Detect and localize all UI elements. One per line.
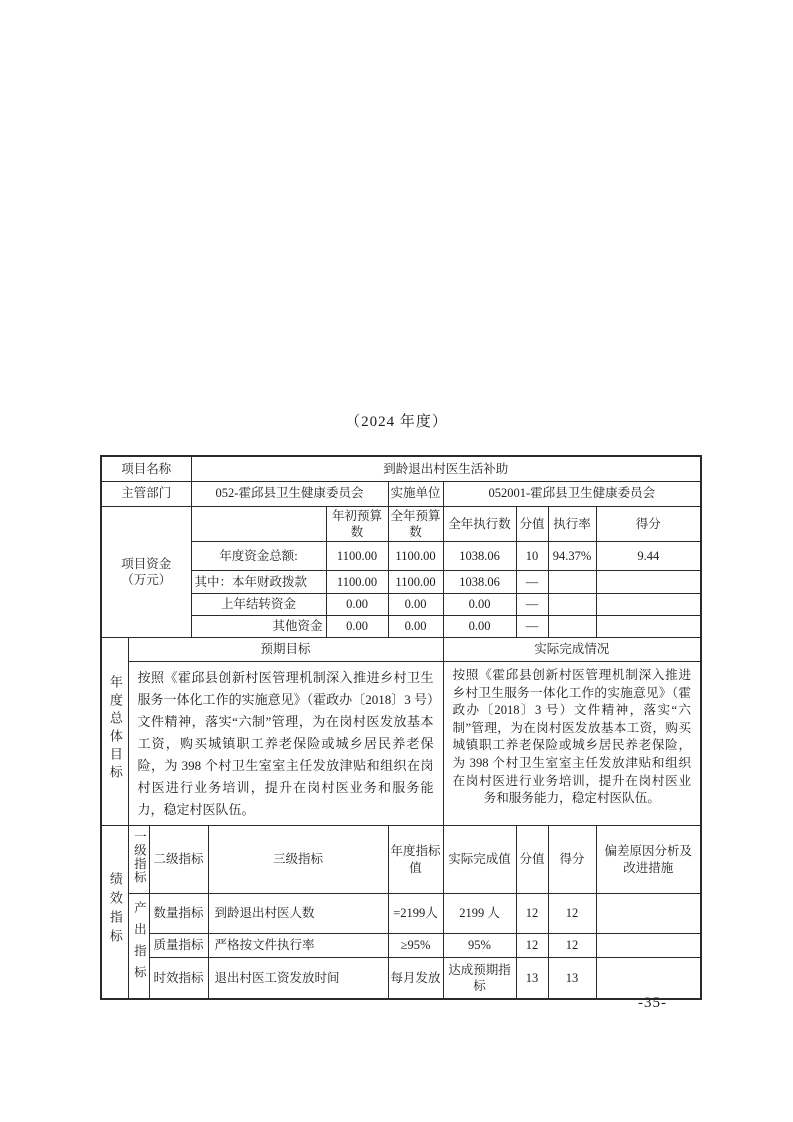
expected-goal-text: 按照《霍邱县创新村医管理机制深入推进乡村卫生服务一体化工作的实施意见》（霍政办〔2018〕3 号）文件精神，落实“六制”管理，为在岗村医发放基本工资，购买城镇职工养老保险或城乡居民养老保险，为 398 个村卫生室室主任发放津贴和组织在岗村医进行业务培训，提升在岗村医业务和服务能力，稳定村医队伍。 [128,662,443,826]
funding-col-score-value: 分值 [516,506,548,542]
indicator-header-deviation: 偏差原因分析及改进措施 [596,826,701,894]
funding-row-fiscal [101,571,701,594]
performance-table [100,455,702,1000]
funding-row-label: 年度资金总额: [191,542,326,571]
funding-row-total [101,542,701,571]
dept-label: 主管部门 [101,481,191,506]
dept-value: 052-霍邱县卫生健康委员会 [191,481,388,506]
funding-initial: 0.00 [326,616,388,638]
funding-score [596,616,701,638]
funding-annual: 1100.00 [388,542,443,571]
funding-initial: 1100.00 [326,571,388,594]
funding-executed: 1038.06 [443,542,516,571]
funding-rate [548,594,596,616]
indicator-level3: 严格按文件执行率 [208,934,388,958]
funding-header-row [101,506,701,542]
indicator-level3: 退出村医工资发放时间 [208,958,388,999]
impl-unit-value: 052001-霍邱县卫生健康委员会 [443,481,701,506]
funding-executed: 1038.06 [443,571,516,594]
actual-goal-header: 实际完成情况 [443,638,701,662]
indicator-actual: 2199 人 [443,894,516,934]
doc-title: （2024 年度） [345,414,448,430]
expected-goal-header: 预期目标 [128,638,443,662]
funding-annual: 0.00 [388,616,443,638]
indicator-level3: 到龄退出村医人数 [208,894,388,934]
goal-header-row [101,638,701,662]
indicator-header-level3: 三级指标 [208,826,388,894]
indicator-header-score: 得分 [548,826,596,894]
funding-col-initial: 年初预算数 [326,506,388,542]
actual-goal-text: 按照《霍邱县创新村医管理机制深入推进乡村卫生服务一体化工作的实施意见》（霍政办〔2018〕3 号）文件精神，落实“六制”管理，为在岗村医发放基本工资，购买城镇职工养老保险或城乡居民养老保险，为 398 个村卫生室室主任发放津贴和组织在岗村医进行业务培训，提升在岗村医业务和服务能力，稳定村医队伍。 [443,662,701,826]
indicator-header-actual: 实际完成值 [443,826,516,894]
indicator-level2: 质量指标 [149,934,208,958]
indicator-target: ≥95% [388,934,443,958]
goal-side-label: 年度总体目标 [107,675,123,784]
funding-col-annual: 全年预算数 [388,506,443,542]
project-name-row [101,456,701,481]
funding-row-carryover [101,594,701,616]
page-number: -35- [638,995,667,1011]
indicator-level2: 时效指标 [149,958,208,999]
indicator-header-level2: 二级指标 [149,826,208,894]
indicator-score-value: 13 [516,958,548,999]
funding-row-label: 其他资金 [191,616,326,638]
indicator-deviation [596,934,701,958]
funding-score-value: 10 [516,542,548,571]
indicator-score-value: 12 [516,934,548,958]
funding-row-label: 上年结转资金 [191,594,326,616]
funding-row-label: 其中：本年财政拨款 [191,571,326,594]
funding-score [596,594,701,616]
indicator-score: 13 [548,958,596,999]
project-name-value: 到龄退出村医生活补助 [191,456,701,481]
funding-annual: 0.00 [388,594,443,616]
indicator-row-quantity [101,894,701,934]
goal-side-label-cell [101,638,128,826]
indicator-level2: 数量指标 [149,894,208,934]
funding-initial: 0.00 [326,594,388,616]
funding-score-value: — [516,616,548,638]
indicator-deviation [596,894,701,934]
indicator-target: 每月发放 [388,958,443,999]
impl-unit-label: 实施单位 [388,481,443,506]
indicator-row-timeliness [101,958,701,999]
indicator-actual: 95% [443,934,516,958]
funding-executed: 0.00 [443,616,516,638]
funding-col-executed: 全年执行数 [443,506,516,542]
indicator-deviation [596,958,701,999]
indicator-score: 12 [548,934,596,958]
indicator-row-quality [101,934,701,958]
funding-row-other [101,616,701,638]
funding-label-line2: （万元） [121,572,172,587]
funding-annual: 1100.00 [388,571,443,594]
indicator-target: =2199人 [388,894,443,934]
funding-col-rate: 执行率 [548,506,596,542]
funding-col-score: 得分 [596,506,701,542]
funding-score-value: — [516,571,548,594]
funding-initial: 1100.00 [326,542,388,571]
funding-score [596,571,701,594]
project-name-label: 项目名称 [101,456,191,481]
funding-section-label [101,506,191,638]
funding-rate [548,571,596,594]
funding-rate [548,616,596,638]
indicator-header-row [101,826,701,894]
funding-subheader-empty-cell [191,506,326,542]
indicators-side-label: 绩效指标 [107,871,123,948]
funding-score: 9.44 [596,542,701,571]
indicator-score: 12 [548,894,596,934]
indicator-header-target: 年度指标值 [388,826,443,894]
indicator-score-value: 12 [516,894,548,934]
department-row [101,481,701,506]
indicator-level1-group: 产出指标 [132,900,147,987]
indicators-side-label-cell [101,826,128,999]
indicator-header-score-value: 分值 [516,826,548,894]
indicator-header-level1: 一级指标 [128,826,149,894]
indicator-actual: 达成预期指标 [443,958,516,999]
goal-text-row [101,662,701,826]
funding-score-value: — [516,594,548,616]
funding-label-line1: 项目资金 [121,556,172,571]
funding-executed: 0.00 [443,594,516,616]
funding-rate: 94.37% [548,542,596,571]
indicator-level1-group-cell [128,894,149,999]
